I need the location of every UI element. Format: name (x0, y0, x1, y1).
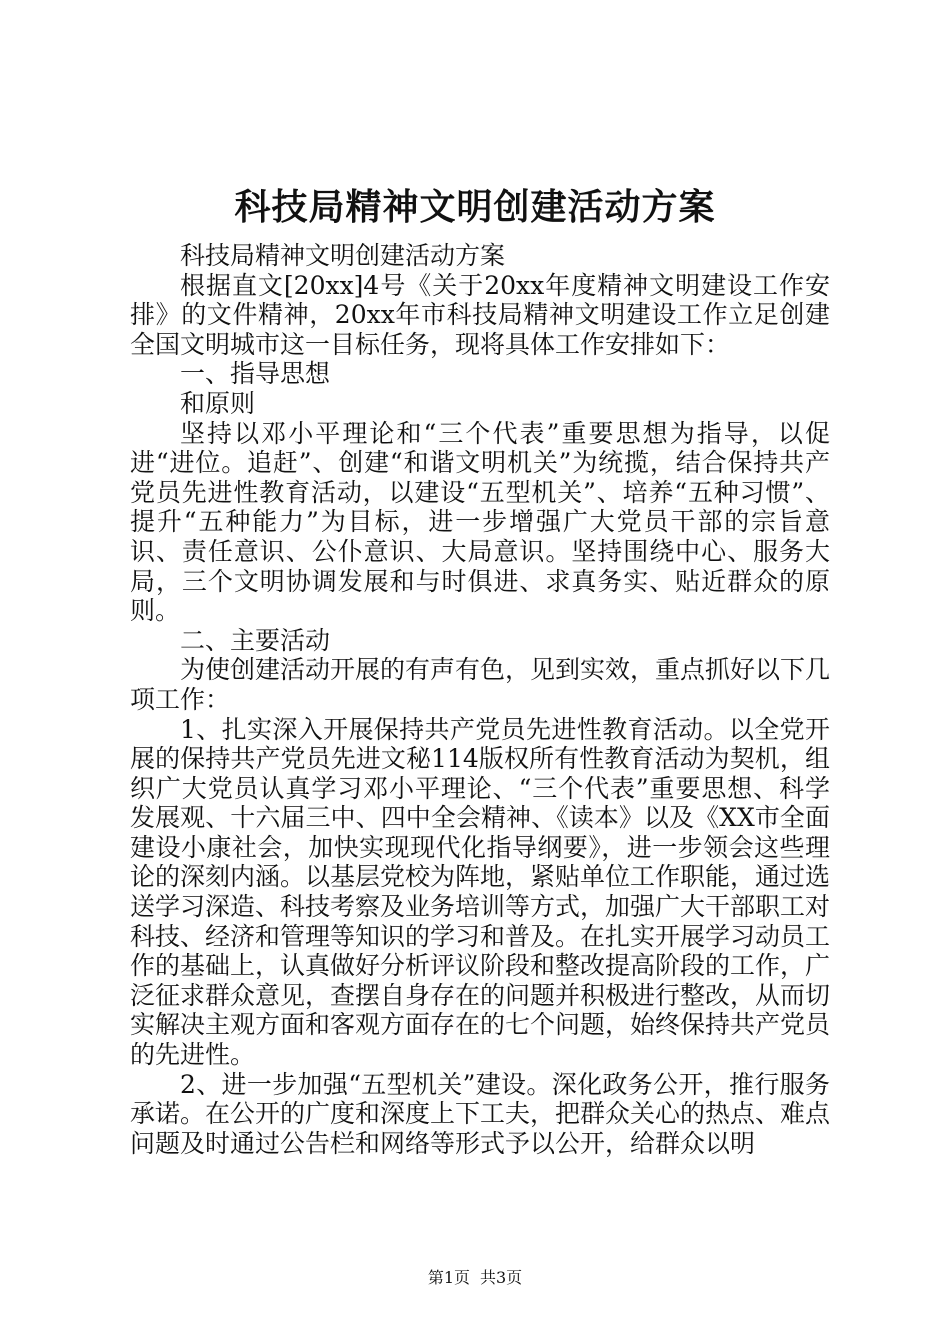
section-heading-principles: 和原则 (180, 388, 256, 418)
document-body (130, 241, 830, 1158)
page-number-current: 第1页 (427, 1268, 470, 1287)
section-heading-main-activities: 二、主要活动 (180, 625, 331, 655)
section-heading-guiding-thought: 一、指导思想 (180, 359, 331, 389)
paragraph-activities-intro: 为使创建活动开展的有声有色，见到实效，重点抓好以下几项工作： (130, 655, 831, 714)
page-footer (0, 1268, 950, 1288)
page-number-total: 共3页 (480, 1268, 523, 1287)
paragraph-guiding-principles: 坚持以邓小平理论和“三个代表”重要思想为指导，以促进“进位。追赶”、创建“和谐文明机关”为统揽，结合保持共产党员先进性教育活动，以建设“五型机关”、培养“五种习惯”、提升“五种能力”为目标，进一步增强广大党员干部的宗旨意识、责任意识、公仆意识、大局意识。坚持围绕中心、服务大局，三个文明协调发展和与时俱进、求真务实、贴近群众的原则。 (130, 418, 830, 626)
paragraph-subtitle: 科技局精神文明创建活动方案 (180, 241, 506, 270)
paragraph-intro: 根据直文[20xx]4号《关于20xx年度精神文明建设工作安排》的文件精神，20xx年市科技局精神文明建设工作立足创建全国文明城市这一目标任务，现将具体工作安排如下： (130, 270, 830, 359)
paragraph-activity-2: 2、进一步加强“五型机关”建设。深化政务公开，推行服务承诺。在公开的广度和深度上下工夫，把群众关心的热点、难点问题及时通过公告栏和网络等形式予以公开，给群众以明 (130, 1069, 831, 1158)
document-title: 科技局精神文明创建活动方案 (234, 186, 716, 228)
paragraph-activity-1: 1、扎实深入开展保持共产党员先进性教育活动。以全党开展的保持共产党员先进文秘114版权所有性教育活动为契机，组织广大党员认真学习邓小平理论、“三个代表”重要思想、科学发展观、十六届三中、四中全会精神、《读本》以及《XX市全面建设小康社会，加快实现现代化指导纲要》，进一步领会这些理论的深刻内涵。以基层党校为阵地，紧贴单位工作职能，通过选送学习深造、科技考察及业务培训等方式，加强广大干部职工对科技、经济和管理等知识的学习和普及。在扎实开展学习动员工作的基础上，认真做好分析评议阶段和整改提高阶段的工作，广泛征求群众意见，查摆自身存在的问题并积极进行整改，从而切实解决主观方面和客观方面存在的七个问题，始终保持共产党员的先进性。 (130, 714, 831, 1070)
